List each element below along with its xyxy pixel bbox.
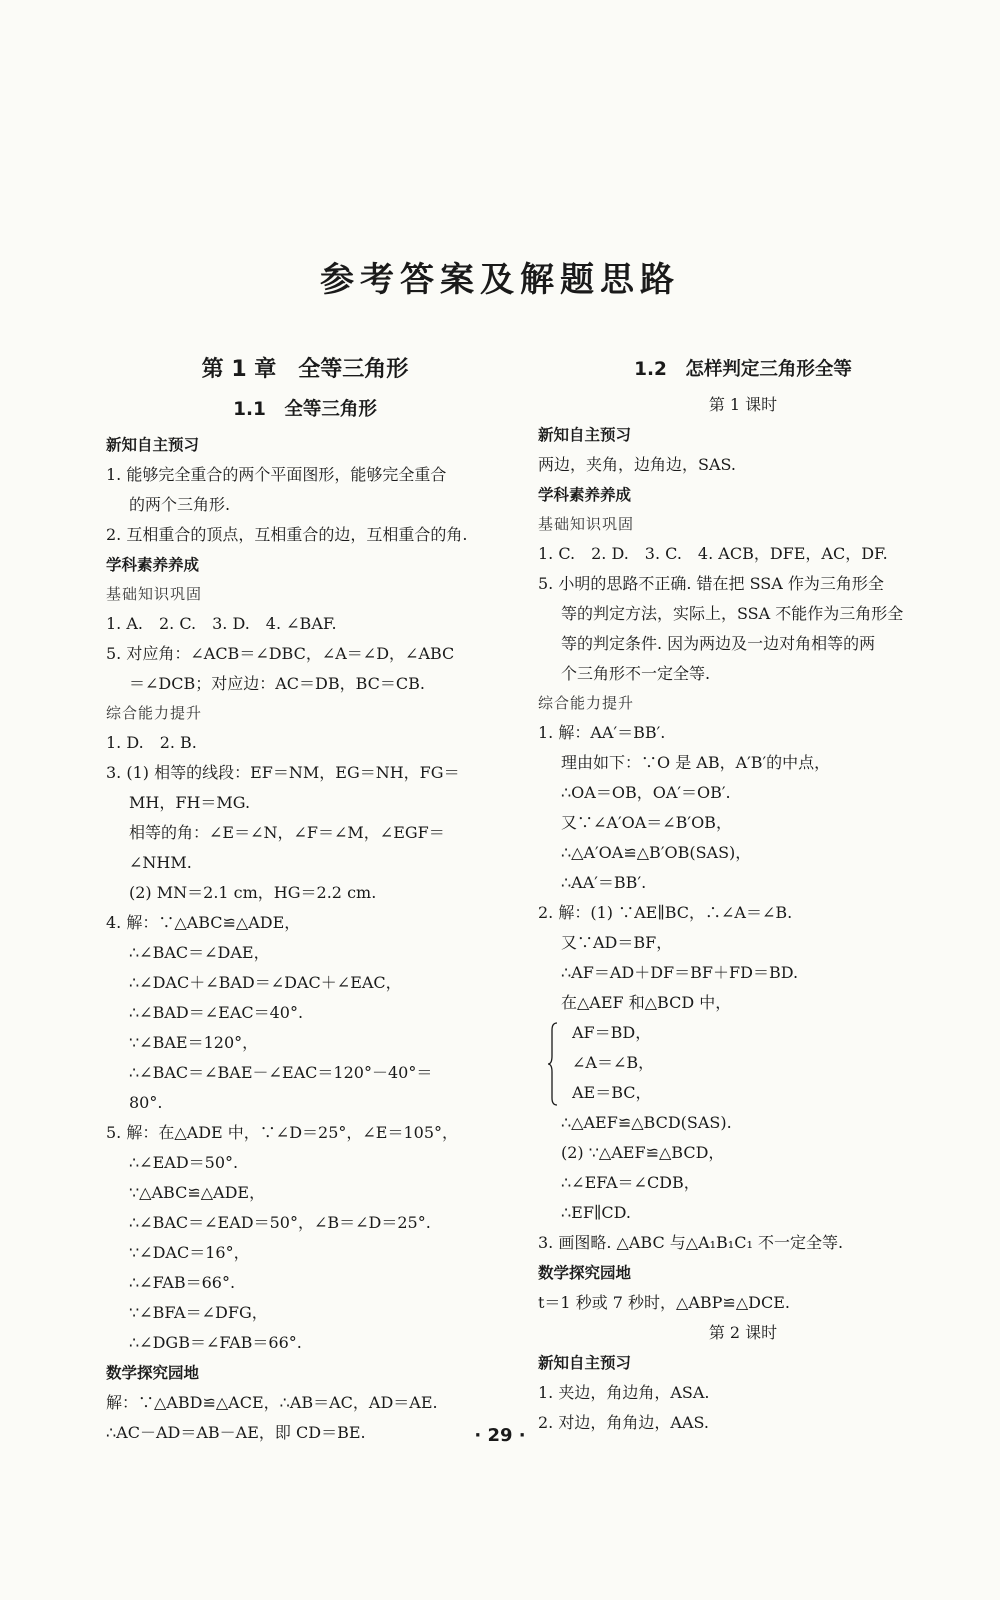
answer-line: ∴∠DAC＋∠BAD＝∠DAC＋∠EAC， [129,973,402,992]
answer-line: ∴△A′OA≌△B′OB(SAS)， [561,843,752,862]
section-title-1-2: 1.2 怎样判定三角形全等 [634,359,852,380]
answer-line: 1. 解：AA′＝BB′. [538,723,666,742]
answer-line: ∴∠EAD＝50°. [129,1153,239,1172]
answer-line: ∵∠DAC＝16°， [129,1243,250,1262]
left-answer-list [106,430,504,1448]
answer-line: 等的判定方法，实际上，SSA 不能作为三角形全 [561,604,904,623]
answer-line: 2. 对边，角角边，AAS. [538,1413,709,1432]
answer-line: ＝∠DCB；对应边：AC＝DB，BC＝CB. [129,674,426,693]
answer-line: 相等的角：∠E＝∠N，∠F＝∠M，∠EGF＝ [129,823,445,842]
page-title: 参考答案及解题思路 [320,260,680,300]
section-heading: 学科素养养成 [538,486,632,504]
answer-line: 理由如下：∵O 是 AB，A′B′的中点， [561,753,831,772]
subsection-label: 基础知识巩固 [106,585,203,603]
left-column [106,350,504,1448]
right-column [538,350,948,1438]
answer-line: ∴∠BAD＝∠EAC＝40°. [129,1003,304,1022]
answer-line: 5. 解：在△ADE 中，∵∠D＝25°，∠E＝105°， [106,1123,459,1142]
answer-line: ∵△ABC≌△ADE， [129,1183,266,1202]
answer-line: 又∵AD＝BF， [561,933,673,952]
answer-line: 1. C. 2. D. 3. C. 4. ACB，DFE，AC，DF. [538,544,888,563]
subsection-label: 综合能力提升 [538,694,635,712]
answer-line: ∴EF∥CD. [561,1203,631,1222]
section-title-1-1: 1.1 全等三角形 [233,399,377,420]
left-brace-icon [548,1022,558,1106]
answer-line: (2) MN＝2.1 cm，HG＝2.2 cm. [129,883,377,902]
answer-line: 在△AEF 和△BCD 中， [561,993,732,1012]
lesson-label: 第 2 课时 [708,1323,778,1342]
answer-line: ∴∠BAC＝∠DAE， [129,943,270,962]
subsection-label: 综合能力提升 [106,704,203,722]
section-heading: 新知自主预习 [538,1354,632,1372]
answer-line: ∴∠BAC＝∠BAE－∠EAC＝120°－40°＝ [129,1063,433,1082]
answer-line: 1. 能够完全重合的两个平面图形，能够完全重合 [106,465,447,484]
answer-line: 两边，夹角，边角边，SAS. [538,455,736,474]
answer-line: ∠NHM. [129,853,192,872]
chapter-title: 第 1 章 全等三角形 [201,357,409,382]
right-answer-list [538,390,948,1438]
section-heading: 数学探究园地 [538,1264,632,1282]
answer-line: 又∵∠A′OA＝∠B′OB， [561,813,732,832]
answer-line: 1. 夹边，角边角，ASA. [538,1383,710,1402]
answer-line: ∴AC－AD＝AB－AE，即 CD＝BE. [106,1423,366,1442]
brace-system [538,1018,948,1108]
answer-line: 2. 解：(1) ∵AE∥BC，∴∠A＝∠B. [538,903,793,922]
section-heading: 数学探究园地 [106,1364,200,1382]
section-heading: 新知自主预习 [106,436,200,454]
subsection-label: 基础知识巩固 [538,515,635,533]
answer-line: ∵∠BFA＝∠DFG， [129,1303,268,1322]
answer-line: 1. D. 2. B. [106,733,197,752]
section-heading: 新知自主预习 [538,426,632,444]
answer-line: 5. 对应角：∠ACB＝∠DBC，∠A＝∠D，∠ABC [106,644,455,663]
brace-line: AE＝BC， [572,1083,652,1102]
answer-line: 4. 解：∵△ABC≌△ADE， [106,913,301,932]
answer-line: 3. 画图略. △ABC 与△A₁B₁C₁ 不一定全等. [538,1233,844,1252]
answer-line: ∴∠EFA＝∠CDB， [561,1173,700,1192]
answer-line: ∵∠BAE＝120°， [129,1033,259,1052]
answer-line: 等的判定条件. 因为两边及一边对角相等的两 [561,634,876,653]
answer-line: ∴△AEF≌△BCD(SAS). [561,1113,732,1132]
answer-line: ∴AA′＝BB′. [561,873,647,892]
answer-line: ∴∠FAB＝66°. [129,1273,236,1292]
page-number: · 29 · [474,1425,526,1446]
answer-line: 80°. [129,1093,163,1112]
answer-line: ∴OA＝OB，OA′＝OB′. [561,783,731,802]
answer-line: ∴AF＝AD＋DF＝BF＋FD＝BD. [561,963,799,982]
answer-line: 5. 小明的思路不正确. 错在把 SSA 作为三角形全 [538,574,884,593]
answer-line: 1. A. 2. C. 3. D. 4. ∠BAF. [106,614,337,633]
brace-line: ∠A＝∠B， [572,1053,655,1072]
brace-line: AF＝BD， [572,1023,652,1042]
answer-line: 3. (1) 相等的线段：EF＝NM，EG＝NH，FG＝ [106,763,460,782]
answer-line: (2) ∵△AEF≌△BCD， [561,1143,725,1162]
section-heading: 学科素养养成 [106,556,200,574]
answer-line: 解：∵△ABD≌△ACE，∴AB＝AC，AD＝AE. [106,1393,438,1412]
answer-line: t＝1 秒或 7 秒时，△ABP≌△DCE. [538,1293,790,1312]
answer-line: MH，FH＝MG. [129,793,251,812]
lesson-label: 第 1 课时 [708,395,778,414]
answer-line: 个三角形不一定全等. [561,664,711,683]
answer-line: ∴∠BAC＝∠EAD＝50°，∠B＝∠D＝25°. [129,1213,431,1232]
answer-line: 2. 互相重合的顶点，互相重合的边，互相重合的角. [106,525,468,544]
answer-line: 的两个三角形. [129,495,231,514]
answer-line: ∴∠DGB＝∠FAB＝66°. [129,1333,302,1352]
